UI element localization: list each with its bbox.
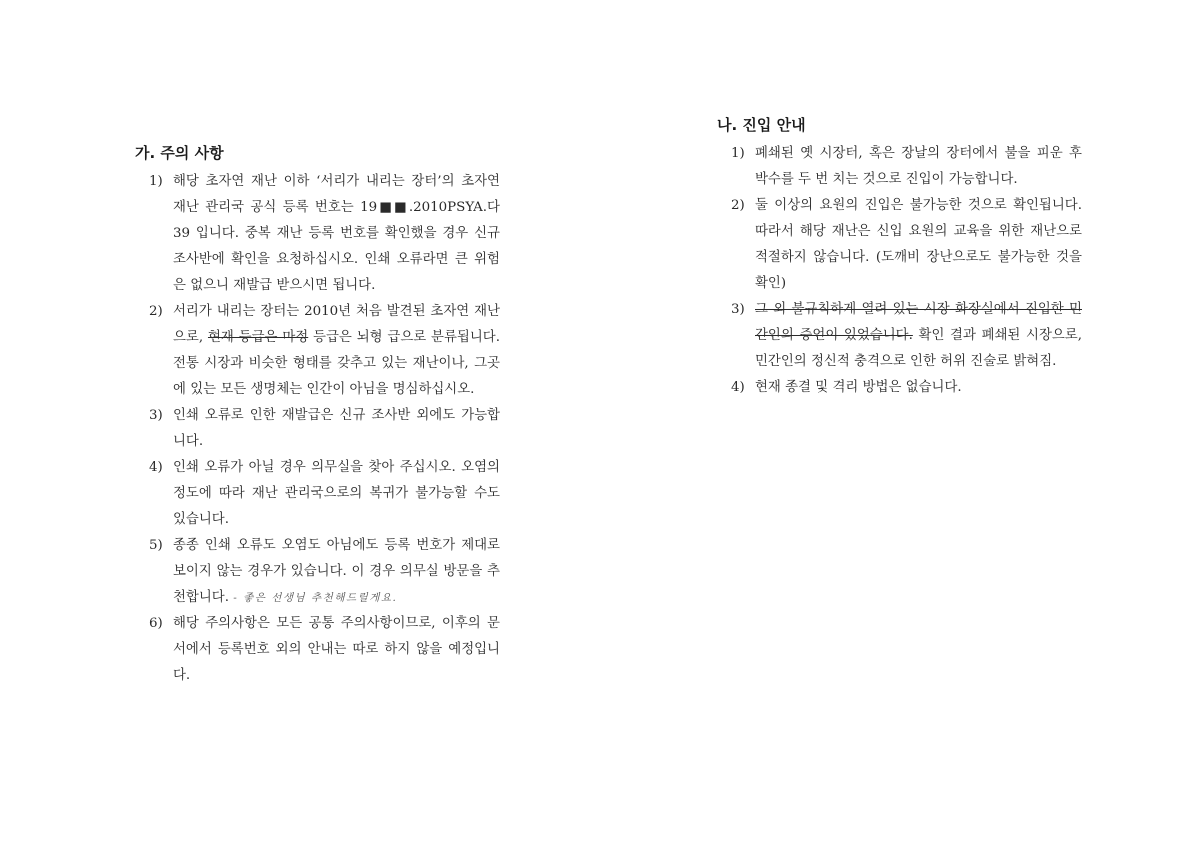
item-number: 5)	[149, 538, 163, 553]
section-cautions	[135, 142, 500, 689]
item-text: 종종 인쇄 오류도 오염도 아님에도 등록 번호가 제대로 보이지 않는 경우가 있습니다. 이 경우 의무실 방문을 추천합니다.	[173, 538, 500, 605]
item-text: 둘 이상의 요원의 진입은 불가능한 것으로 확인됩니다. 따라서 해당 재난은 신입 요원의 교육을 위한 재난으로 적절하지 않습니다. (도깨비 장난으로도 불가능한 것을 확인)	[755, 198, 1082, 291]
handwritten-note: - 좋은 선생님 추천해드릴게요.	[233, 592, 398, 604]
item-number: 2)	[149, 304, 163, 319]
item-text: 현재 종결 및 격리 방법은 없습니다.	[755, 380, 962, 395]
section-heading-entry: 나. 진입 안내	[717, 116, 806, 134]
item-text-continued: 등급은 뇌형 급으로 분류됩니다. 전통 시장과 비슷한 형태를 갖추고 있는 재난이나, 그곳에 있는 모든 생명체는 인간이 아님을 명심하십시오.	[173, 330, 500, 397]
item-number: 3)	[731, 302, 745, 317]
list-item	[717, 375, 1082, 401]
item-text: 해당 주의사항은 모든 공통 주의사항이므로, 이후의 문서에서 등록번호 외의 안내는 따로 하지 않을 예정입니다.	[173, 616, 500, 683]
item-number: 4)	[149, 460, 163, 475]
cautions-list	[135, 169, 500, 689]
list-item	[717, 297, 1082, 375]
list-item	[135, 169, 500, 299]
item-text: 인쇄 오류가 아닐 경우 의무실을 찾아 주십시오. 오염의 정도에 따라 재난 관리국으로의 복귀가 불가능할 수도 있습니다.	[173, 460, 500, 527]
struck-text: 그 외 불규칙하게 열려 있는 시장 화장실에서 진입한 민간인의 증언이 있었습니다.	[755, 302, 1082, 343]
list-item	[717, 193, 1082, 297]
section-heading-cautions: 가. 주의 사항	[135, 144, 224, 162]
item-number: 6)	[149, 616, 163, 631]
item-number: 1)	[731, 146, 745, 161]
item-number: 4)	[731, 380, 745, 395]
item-number: 1)	[149, 174, 163, 189]
item-text: 해당 초자연 재난 이하 ‘서리가 내리는 장터’의 초자연 재난 관리국 공식 등록 번호는 19■■.2010PSYA.다39 입니다. 중복 재난 등록 번호를 확인했을 경우 신규 조사반에 확인을 요청하십시오. 인쇄 오류라면 큰 위험은 없으니 재발급 받으시면 됩니다.	[173, 174, 500, 293]
list-item	[135, 533, 500, 611]
list-item	[135, 455, 500, 533]
list-item	[717, 141, 1082, 193]
list-item	[135, 611, 500, 689]
item-number: 3)	[149, 408, 163, 423]
entry-list	[717, 141, 1082, 401]
list-item	[135, 403, 500, 455]
item-number: 2)	[731, 198, 745, 213]
list-item	[135, 299, 500, 403]
item-text: 인쇄 오류로 인한 재발급은 신규 조사반 외에도 가능합니다.	[173, 408, 500, 449]
item-text-continued: 확인 결과 폐쇄된 시장으로, 민간인의 정신적 충격으로 인한 허위 진술로 밝혀짐.	[755, 328, 1083, 369]
item-text: 서리가 내리는 장터는 2010년 처음 발견된 초자연 재난으로,	[173, 304, 500, 345]
section-entry-guide	[717, 114, 1082, 401]
struck-text: 현재 등급은 마정	[207, 330, 309, 345]
item-text: 폐쇄된 옛 시장터, 혹은 장날의 장터에서 불을 피운 후 박수를 두 번 치는 것으로 진입이 가능합니다.	[755, 146, 1082, 187]
